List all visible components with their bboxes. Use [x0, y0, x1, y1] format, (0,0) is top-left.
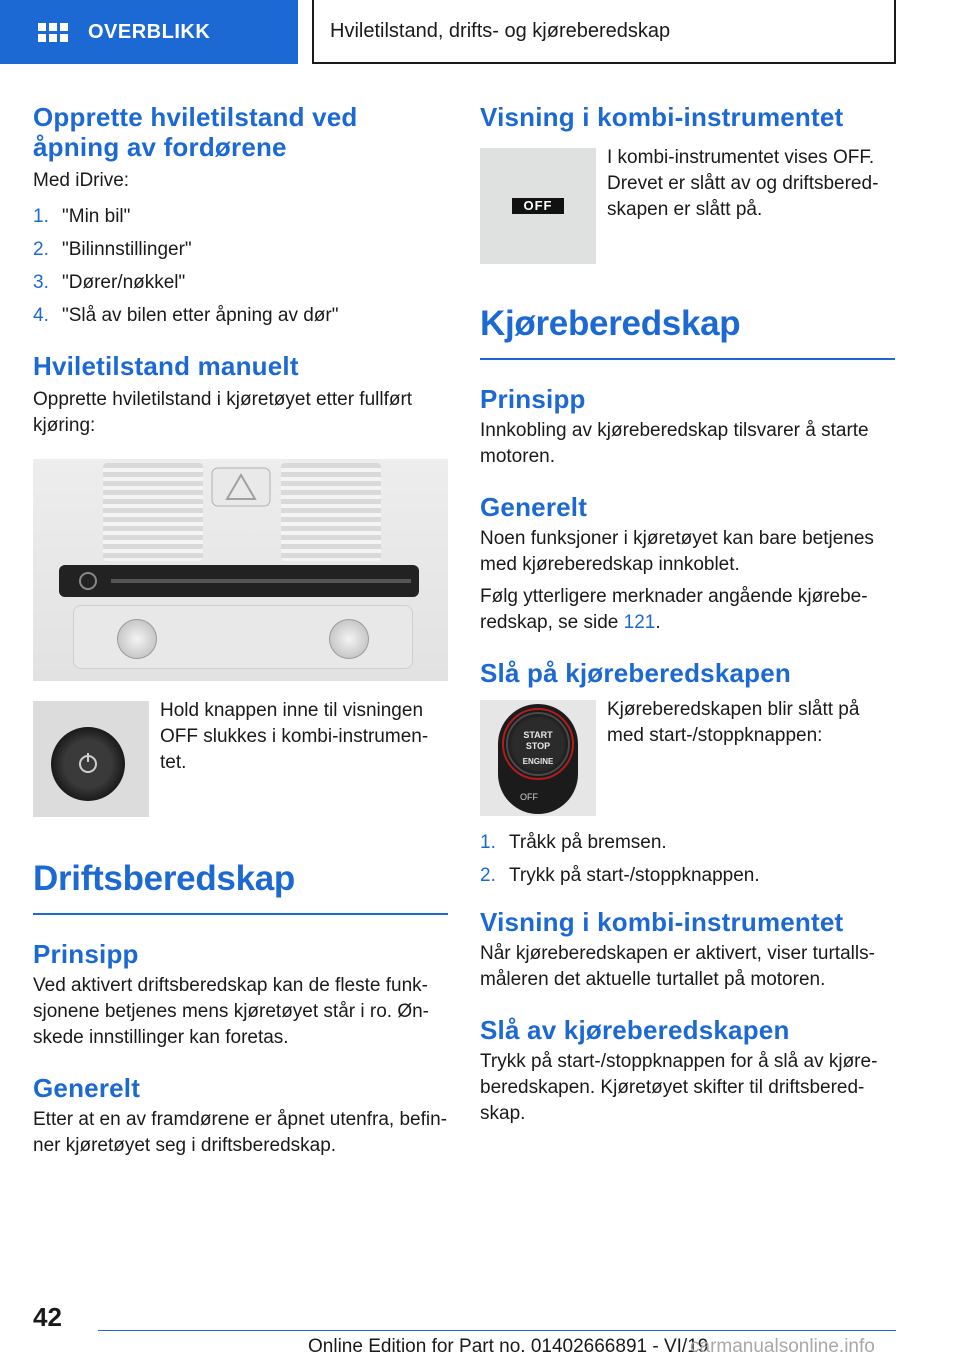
- list-item: 2. "Bilinnstillinger": [33, 239, 192, 260]
- start-figure-row: [480, 700, 895, 816]
- left-knob-icon: [117, 619, 157, 659]
- right-knob-icon: [329, 619, 369, 659]
- heading-switch-on-drive-readiness: Slå på kjøreberedskapen: [480, 658, 791, 688]
- list-item: 1. "Min bil": [33, 206, 131, 227]
- off-figure-row: [480, 148, 895, 264]
- off-caption: I kombi-instrumentet vises OFF. Drevet er slått av og driftsbered-skapen er slått på.: [607, 147, 879, 220]
- power-knob-image: [33, 701, 149, 817]
- grid-menu-icon: [38, 23, 68, 42]
- list-item: 4. "Slå av bilen etter åpning av dør": [33, 305, 339, 326]
- start-steps-list: [480, 830, 895, 889]
- list-item: 2. Trykk på start-/stoppknappen.: [480, 865, 760, 886]
- footer-divider: [98, 1330, 896, 1331]
- general-text-1: Noen funksjoner i kjøretøyet kan bare betjenes med kjøreberedskap innkoblet.: [480, 528, 874, 575]
- off-label: OFF: [520, 792, 538, 802]
- heading-switch-off-drive-readiness: Slå av kjøreberedskapen: [480, 1015, 790, 1045]
- heading-rest-state-manual: Hviletilstand manuelt: [33, 351, 299, 381]
- page-reference-link[interactable]: 121: [623, 612, 656, 633]
- hazard-button-icon: [211, 467, 271, 507]
- idrive-steps-list: [33, 204, 448, 329]
- power-icon: [79, 755, 97, 773]
- power-knob-icon: [79, 572, 97, 590]
- heading-principle: Prinsipp: [480, 384, 586, 414]
- heading-general: Generelt: [480, 492, 588, 522]
- knob-figure-row: [33, 701, 448, 817]
- radio-panel: [59, 565, 419, 597]
- right-column: [480, 102, 895, 1127]
- footer-watermark: carmanualsonline.info: [690, 1336, 875, 1357]
- heading-instrument-display-2: Visning i kombi-instrumentet: [480, 907, 844, 937]
- heading-instrument-display: Visning i kombi-instrumentet: [480, 102, 844, 132]
- start-stop-button-image: [480, 700, 596, 816]
- overview-tab[interactable]: [0, 0, 298, 64]
- principle-text: Innkobling av kjøreberedskap tilsvarer å starte motoren.: [480, 420, 869, 467]
- knob-caption: Hold knappen inne til visningen OFF slukkes i kombi-instrumen-tet.: [160, 700, 429, 773]
- overview-tab-label: OVERBLIKK: [88, 20, 211, 43]
- start-caption: Kjøreberedskapen blir slått på med start-/stoppknappen:: [607, 699, 860, 746]
- page-number: 42: [33, 1302, 62, 1332]
- footer-edition: Online Edition for Part no. 01402666891 - VI/19: [308, 1336, 709, 1357]
- general-text: Etter at en av framdørene er åpnet utenfra, befin-ner kjøretøyet seg i driftsberedskap.: [33, 1109, 448, 1156]
- general-text-2: Følg ytterligere merknader angående kjørebe-redskap, se side 121.: [480, 586, 868, 633]
- list-item: 3. "Dører/nøkkel": [33, 272, 186, 293]
- principle-text: Ved aktivert driftsberedskap kan de fleste funk-sjonene betjenes mens kjøretøyet står i ro. Øn-skede innstillinger kan foretas.: [33, 975, 429, 1048]
- chapter-divider: [33, 913, 448, 915]
- page-header: [0, 0, 960, 66]
- heading-rest-state-doors: Opprette hviletilstand ved åpning av fordørene: [33, 102, 358, 162]
- switch-off-text: Trykk på start-/stoppknappen for å slå av kjøre-beredskapen. Kjøretøyet skifter til driftsbered-skap.: [480, 1051, 878, 1124]
- section-title-tab: Hviletilstand, drifts- og kjøreberedskap: [312, 0, 896, 64]
- instrument-off-image: [480, 148, 596, 264]
- instrument-display-text: Når kjøreberedskapen er aktivert, viser turtalls-måleren det aktuelle turtallet på motoren.: [480, 943, 875, 990]
- heading-principle: Prinsipp: [33, 939, 139, 969]
- rest-state-manual-text: Opprette hviletilstand i kjøretøyet etter fullført kjøring:: [33, 389, 413, 436]
- list-item: 1. Tråkk på bremsen.: [480, 832, 667, 853]
- chapter-title-drive-readiness: Kjøreberedskap: [480, 304, 741, 343]
- start-stop-icon: START STOP ENGINE: [506, 712, 570, 776]
- left-column: [33, 102, 448, 1159]
- chapter-title-operating-readiness: Driftsberedskap: [33, 859, 295, 898]
- heading-general: Generelt: [33, 1073, 141, 1103]
- idrive-intro: Med iDrive:: [33, 170, 130, 191]
- chapter-divider: [480, 358, 895, 360]
- off-badge: OFF: [512, 198, 564, 214]
- dashboard-console-image: [33, 459, 448, 681]
